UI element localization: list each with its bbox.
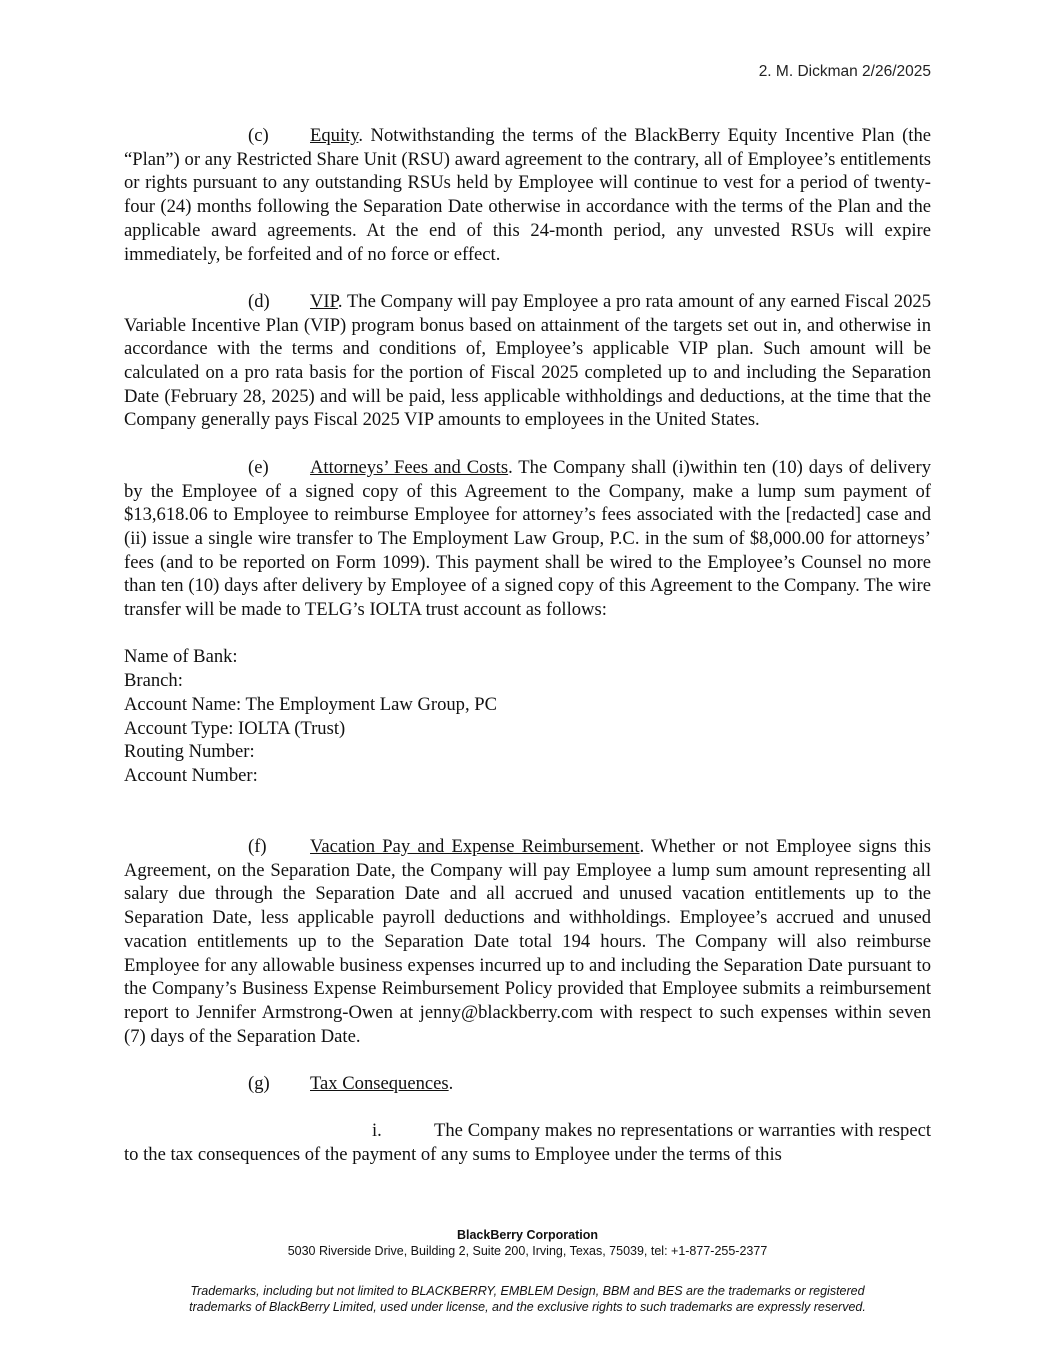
bank-branch-line: Branch:: [124, 670, 183, 692]
section-f-label: (f): [248, 836, 267, 858]
section-g-text: .: [448, 1073, 454, 1095]
section-d-label: (d): [248, 290, 270, 312]
section-c-text: . Notwithstanding the terms of the BlackBerry Equity Incentive Plan (the “Plan”) or any Restricted Share Unit (RSU) award agreement to the contrary, all of Employee’s entitlements or rights pursuant to any outstanding RSUs held by Employee will continue to vest for a period of twenty-four (24) months following the Separation Date otherwise in accordance with the terms of the Plan and the applicable award agreements. At the end of this 24-month period, any unvested RSUs will expire immediately, be forfeited and of no force or effect.: [124, 125, 931, 265]
footer-trademark-line-1: Trademarks, including but not limited to BLACKBERRY, EMBLEM Design, BBM and BES are the trademarks or registered: [190, 1284, 865, 1298]
section-g-label: (g): [248, 1073, 270, 1095]
section-g-i-label: i.: [372, 1120, 382, 1142]
bank-details: [124, 645, 931, 787]
document-body: [124, 124, 931, 1167]
section-f-text: . Whether or not Employee signs this Agreement, on the Separation Date, the Company will pay Employee a lump sum amount representing all salary due through the Separation Date and all accrued and unused vacation entitlements up to the Separation Date, less applicable payroll deductions and withholdings. Employee’s accrued and unused vacation entitlements up to the Separation Date total 194 hours. The Company will also reimburse Employee for any allowable business expenses incurred up to and including the Separation Date pursuant to the Company’s Business Expense Reimbursement Policy provided that Employee submits a reimbursement report to Jennifer Armstrong-Owen at jenny@blackberry.com with respect to such expenses within seven (7) days of the Separation Date.: [124, 836, 932, 1047]
section-f-paragraph: [124, 835, 931, 1048]
section-g-i-paragraph: [124, 1119, 931, 1166]
footer-address: 5030 Riverside Drive, Building 2, Suite 200, Irving, Texas, 75039, tel: +1-877-255-2377: [287, 1244, 768, 1258]
bank-routing-number-line: Routing Number:: [124, 741, 255, 763]
footer-company-name: BlackBerry Corporation: [456, 1228, 598, 1242]
footer-trademark-notice: [0, 1283, 1055, 1315]
section-e-label: (e): [248, 456, 269, 478]
section-g-heading: Tax Consequences: [310, 1073, 449, 1095]
section-c-paragraph: [124, 124, 931, 266]
section-d-heading: VIP: [310, 290, 338, 312]
section-c-label: (c): [248, 125, 269, 146]
footer-trademark-line-2: trademarks of BlackBerry Limited, used under license, and the exclusive rights to such trademarks are expressly reserved.: [189, 1300, 866, 1314]
section-d-paragraph: [124, 290, 931, 432]
section-e-text: . The Company shall (i)within ten (10) days of delivery by the Employee of a signed copy of this Agreement to the Company, make a lump sum payment of $13,618.06 to Employee to reimburse Employee for attorney’s fees associated with the [redacted] case and (ii) issue a single wire transfer to The Employment Law Group, P.C. in the sum of $8,000.00 for attorneys’ fees (and to be reported on Form 1099). This payment shall be wired to the Employee’s Counsel no more than ten (10) days after delivery by Employee of a signed copy of this Agreement to the Company. The wire transfer will be made to TELG’s IOLTA trust account as follows:: [124, 456, 932, 621]
section-c-heading: Equity: [310, 125, 359, 146]
bank-account-number-line: Account Number:: [124, 764, 258, 786]
section-f-heading: Vacation Pay and Expense Reimbursement: [310, 836, 640, 858]
section-e-paragraph: [124, 456, 931, 622]
bank-account-name-line: Account Name: The Employment Law Group, PC: [124, 693, 498, 715]
page-header-reference: 2. M. Dickman 2/26/2025: [758, 63, 931, 80]
section-e-heading: Attorneys’ Fees and Costs: [310, 456, 509, 478]
section-g-i-text: The Company makes no representations or warranties with respect to the tax consequences of the payment of any sums to Employee under the terms of this: [124, 1120, 931, 1166]
section-d-text: . The Company will pay Employee a pro rata amount of any earned Fiscal 2025 Variable Incentive Plan (VIP) program bonus based on attainment of the targets set out in, and otherwise in accordance with the terms and conditions of, Employee’s applicable VIP plan. Such amount will be calculated on a pro rata basis for the portion of Fiscal 2025 completed up to and including the Separation Date (February 28, 2025) and will be paid, less applicable withholdings and deductions, at the time that the Company generally pays Fiscal 2025 VIP amounts to employees in the United States.: [124, 290, 931, 431]
bank-name-line: Name of Bank:: [124, 646, 238, 668]
bank-account-type-line: Account Type: IOLTA (Trust): [124, 717, 346, 739]
section-g-paragraph: [124, 1072, 931, 1096]
